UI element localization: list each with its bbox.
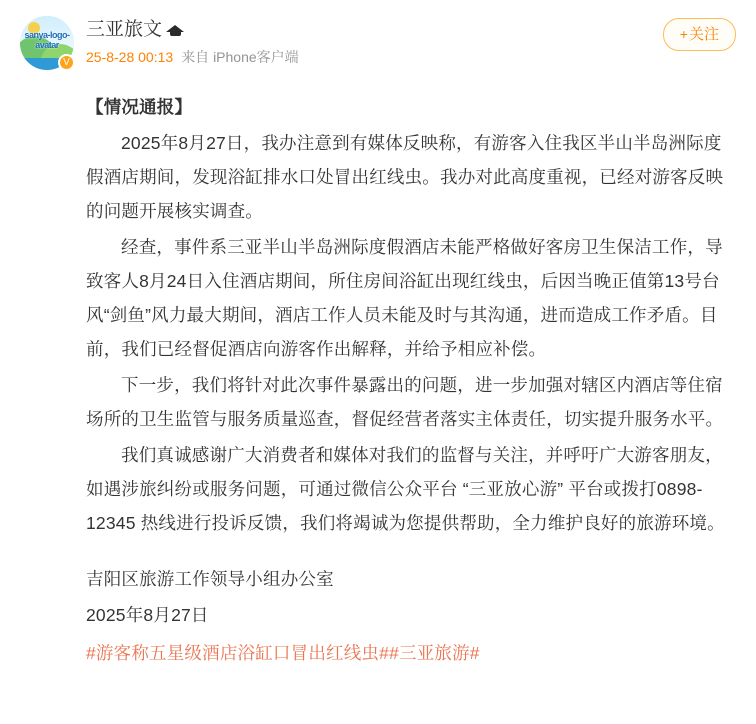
topic-link-2[interactable]: #三亚旅游# xyxy=(389,643,480,663)
verified-badge-icon: V xyxy=(58,54,75,71)
content-paragraph-1: 2025年8月27日，我办注意到有媒体反映称，有游客入住我区半山半岛洲际度假酒店期间，发现浴缸排水口处冒出红线虫。我办对此高度重视，已经对游客反映的问题开展核实调查。 xyxy=(86,133,724,221)
author-name-row xyxy=(86,18,299,42)
signature-org: 吉阳区旅游工作领导小组办公室 xyxy=(86,569,334,589)
avatar-logo-text: sanya-logo-avatar xyxy=(24,30,70,50)
post-content xyxy=(20,90,736,670)
post-timestamp: 25-8-28 00:13 xyxy=(86,49,174,65)
graduation-cap-icon xyxy=(166,23,185,37)
topic-links xyxy=(86,636,730,670)
follow-button-label: 关注 xyxy=(688,26,719,43)
avatar[interactable] xyxy=(20,16,74,70)
post-source: 来自 iPhone客户端 xyxy=(181,49,299,65)
author-block xyxy=(86,16,299,67)
plus-icon: + xyxy=(679,26,688,42)
content-paragraph-4: 我们真诚感谢广大消费者和媒体对我们的监督与关注，并呼吁广大游客朋友，如遇涉旅纠纷或服务问题，可通过微信公众平台 “三亚放心游” 平台或拨打0898-12345 热线进行投诉反馈，我们将竭诚为您提供帮助，全力维护良好的旅游环境。 xyxy=(86,445,725,533)
signature-date: 2025年8月27日 xyxy=(86,605,209,625)
signature-block xyxy=(86,562,730,632)
author-name[interactable]: 三亚旅文 xyxy=(86,19,163,40)
follow-button[interactable] xyxy=(663,18,736,51)
content-paragraph-3: 下一步，我们将针对此次事件暴露出的问题，进一步加强对辖区内酒店等住宿场所的卫生监管与服务质量巡查，督促经营者落实主体责任，切实提升服务水平。 xyxy=(86,375,724,429)
content-title: 【情况通报】 xyxy=(86,97,193,117)
content-paragraph-2: 经查，事件系三亚半山半岛洲际度假酒店未能严格做好客房卫生保洁工作，导致客人8月24日入住酒店期间，所住房间浴缸出现红线虫，后因当晚正值第13号台风“剑鱼”风力最大期间，酒店工作人员未能及时与其沟通，进而造成工作矛盾。目前，我们已经督促酒店向游客作出解释，并给予相应补偿。 xyxy=(86,237,723,359)
topic-link-1[interactable]: #游客称五星级酒店浴缸口冒出红线虫# xyxy=(86,643,390,663)
post-meta xyxy=(86,47,299,67)
post-header xyxy=(20,16,736,76)
